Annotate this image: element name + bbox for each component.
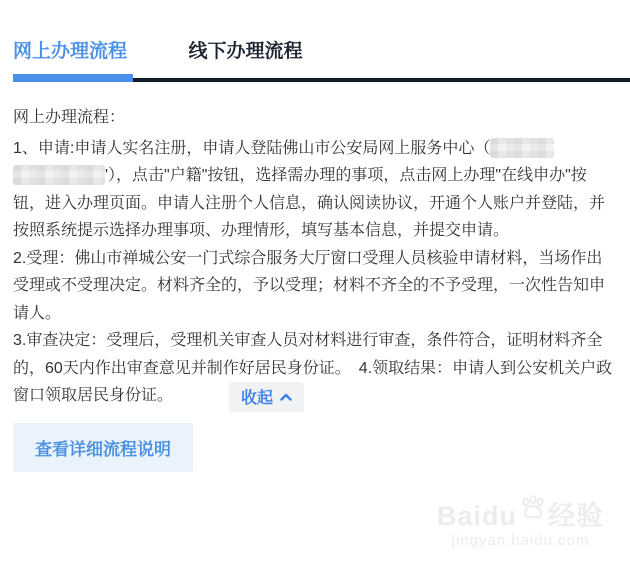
step1-text-before: 1、申请:申请人实名注册，申请人登陆佛山市公安局网上服务中心（ — [13, 139, 491, 157]
process-description — [0, 82, 630, 412]
watermark-url: jingyan.baidu.com — [451, 532, 590, 549]
censored-url-segment-2 — [13, 165, 105, 185]
view-detail-process-button[interactable]: 查看详细流程说明 — [13, 423, 193, 472]
tab-offline-process[interactable]: 线下办理流程 — [188, 41, 303, 62]
tab-bar — [0, 40, 630, 82]
tab-online-process[interactable]: 网上办理流程 — [13, 41, 128, 62]
step2-paragraph: 2.受理：佛山市禅城公安一门式综合服务大厅窗口受理人员核验申请材料，当场作出受理或不受理决定。材料齐全的，予以受理；材料不齐全的不予受理，一次性告知申请人。 — [13, 249, 606, 322]
censored-url-segment-1 — [490, 138, 554, 158]
baidu-jingyan-watermark — [437, 495, 604, 550]
collapse-button[interactable] — [229, 382, 304, 412]
step1-text-after: '），点击"户籍"按钮，选择需办理的事项，点击网上办理"在线申办"按钮，进入办理页面。申请人注册个人信息，确认阅读协议，开通个人账户并登陆，并按照系统提示选择办理事项、办理情形，填写基本信息，并提交申请。 — [13, 167, 606, 239]
watermark-brand-text: Baidu — [436, 501, 517, 531]
watermark-product-text: 经验 — [548, 501, 604, 531]
step1-paragraph — [13, 135, 616, 245]
paw-icon — [519, 495, 547, 526]
chevron-up-icon — [280, 393, 292, 401]
step3-text: 3.审查决定：受理后，受理机关审查人员对材料进行审查，条件符合，证明材料齐全的，60天内作出审查意见并制作好居民身份证。 4.领取结果：申请人到公安机关户政窗口领取居民身份证。 — [13, 332, 613, 404]
active-tab-indicator — [13, 74, 133, 82]
step3-paragraph — [13, 327, 616, 412]
watermark-brand-line — [437, 495, 604, 530]
section-heading: 网上办理流程： — [13, 109, 126, 126]
collapse-button-label: 收起 — [241, 390, 274, 407]
